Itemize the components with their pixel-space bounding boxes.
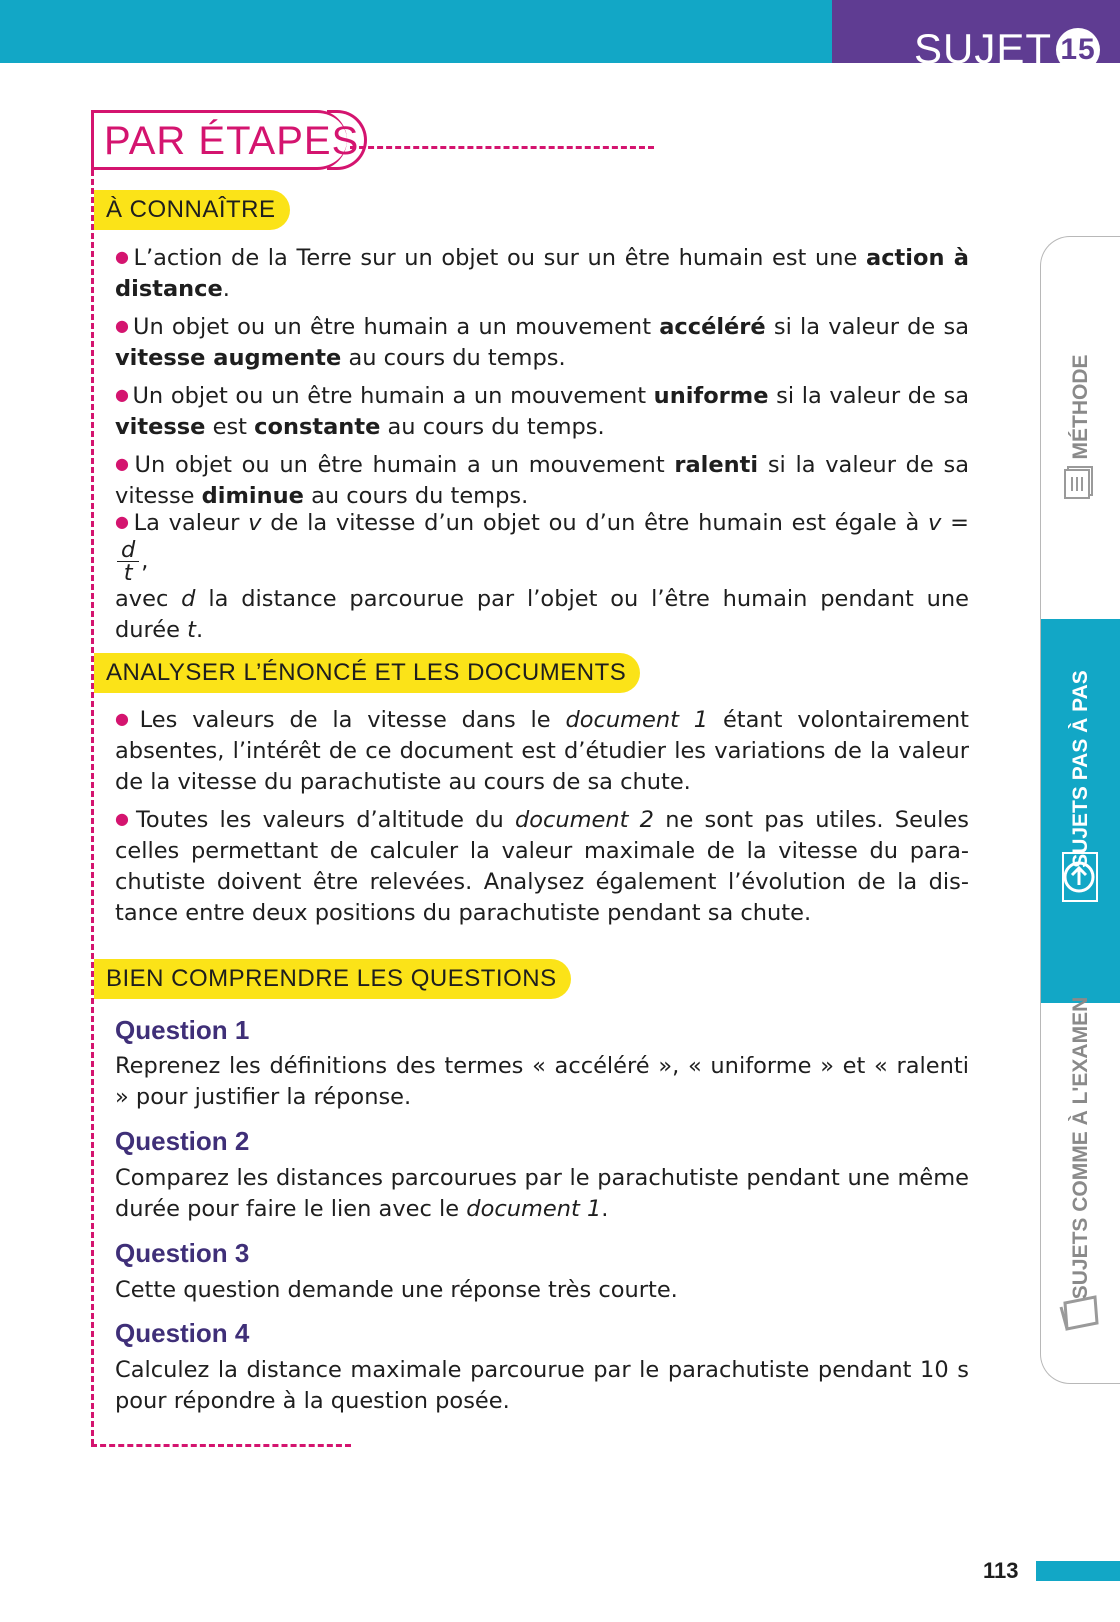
text: Comparez les distances parcourues par le parachutiste pendant une même durée pour faire le lien avec le	[115, 1165, 969, 1222]
text: ne sont pas utiles. Seules celles permettant de calculer la valeur maximale de la vitesse du parachutiste doivent être relevées. Analysez également l’évolution de la distance entre deux positions du parachutiste pendant sa chute.	[115, 807, 969, 926]
text: Reprenez les définitions des termes « accéléré », « uniforme » et « ralenti » pour justifier la réponse.	[115, 1053, 969, 1110]
text: au cours du temps.	[303, 483, 529, 509]
question-1-title: Question 1	[115, 1015, 250, 1045]
bullet-icon: ●	[115, 809, 134, 828]
text: .	[222, 276, 230, 302]
page-title: PAR ÉTAPES	[104, 119, 360, 163]
text: la distance parcourue par l’objet ou l’être humain pendant une durée	[115, 586, 969, 643]
sujet-label	[914, 24, 1100, 63]
text: avec	[115, 586, 182, 612]
var-t: t	[187, 617, 196, 643]
var-d: d	[181, 586, 196, 612]
question-2-text	[115, 1163, 969, 1225]
list-item	[115, 310, 969, 374]
bold-term: vitesse augmente	[115, 345, 342, 371]
text: Un objet ou un être humain a un mouvement	[132, 383, 654, 409]
bullet-icon: ●	[115, 385, 130, 404]
sujet-badge	[832, 0, 1120, 63]
list-item	[115, 379, 969, 443]
tab-methode[interactable]	[1041, 237, 1120, 619]
tab-sujets-pas-a-pas[interactable]	[1041, 619, 1120, 1003]
text: est	[205, 414, 255, 440]
text: étant volontairement absentes, l’intérêt de ce document est d’étudier les variations de la valeur de la vitesse du parachutiste au cours de sa chute.	[115, 707, 969, 795]
question-1-text	[115, 1051, 969, 1113]
text: Un objet ou un être humain a un mouvement	[134, 452, 675, 478]
question-4-text	[115, 1355, 969, 1417]
paper-icon	[1041, 1293, 1120, 1339]
text: .	[601, 1196, 609, 1222]
text: si la valeur de sa	[765, 314, 969, 340]
text: L’action de la Terre sur un objet ou sur un être humain est une	[133, 245, 867, 271]
text: ,	[141, 548, 149, 574]
sujet-text: SUJET	[914, 25, 1053, 63]
equals-sign: =	[941, 510, 969, 536]
document-ref: document 1	[466, 1196, 602, 1222]
text: Cette question demande une réponse très courte.	[115, 1277, 678, 1303]
text: au cours du temps.	[341, 345, 566, 371]
tab-pas-label: SUJETS PAS À PAS	[1069, 670, 1092, 868]
section-heading-analyser: ANALYSER L’ÉNONCÉ ET LES DOCUMENTS	[94, 653, 640, 693]
text: La valeur	[133, 510, 249, 536]
text: si la valeur de sa vitesse	[115, 452, 969, 509]
bold-term: action à distance	[115, 245, 969, 302]
list-item	[115, 803, 969, 929]
list-item	[115, 241, 969, 305]
fraction-d-over-t	[117, 539, 139, 584]
tab-examen-label: SUJETS COMME À L'EXAMEN	[1069, 996, 1092, 1300]
side-tabs	[1040, 236, 1120, 1384]
fraction-numerator: d	[117, 539, 139, 562]
page-number-bar	[1036, 1561, 1120, 1581]
bold-term: vitesse	[115, 414, 206, 440]
bold-term: ralenti	[674, 452, 759, 478]
title-dashed-line	[350, 146, 654, 149]
section-heading-questions: BIEN COMPRENDRE LES QUESTIONS	[94, 959, 571, 999]
text: au cours du temps.	[380, 414, 605, 440]
list-item-formula	[115, 506, 969, 646]
var-v: v	[248, 510, 262, 536]
text: Les valeurs de la vitesse dans le	[139, 707, 566, 733]
bullet-icon: ●	[115, 709, 137, 728]
bold-term: constante	[254, 414, 381, 440]
frame-dashed-left	[91, 170, 94, 1445]
document-ref: document 1	[565, 707, 709, 733]
sujet-number: 15	[1056, 28, 1100, 63]
question-3-text	[115, 1275, 969, 1306]
bold-term: accéléré	[659, 314, 766, 340]
document-ref: document 2	[514, 807, 654, 833]
page-number: 113	[983, 1558, 1019, 1583]
bullet-icon: ●	[115, 316, 130, 335]
bullet-icon: ●	[115, 512, 131, 531]
bullet-icon: ●	[115, 247, 131, 266]
text: Toutes les valeurs d’altitude du	[136, 807, 515, 833]
tab-sujets-examen[interactable]	[1041, 996, 1120, 1384]
question-4-title: Question 4	[115, 1318, 250, 1348]
checklist-icon	[1041, 463, 1120, 503]
text: .	[195, 617, 204, 643]
frame-dashed-bottom	[91, 1444, 351, 1447]
text: si la valeur de sa	[768, 383, 969, 409]
question-2-title: Question 2	[115, 1126, 250, 1156]
text: de la vitesse d’un objet ou d’un être humain est égale à	[261, 510, 929, 536]
bold-term: diminue	[201, 483, 304, 509]
fraction-denominator: t	[123, 560, 133, 586]
tab-methode-label: MÉTHODE	[1069, 354, 1092, 460]
title-box	[91, 110, 360, 170]
text: Un objet ou un être humain a un mouvement	[133, 314, 660, 340]
arrow-circle-icon	[1041, 851, 1120, 907]
list-item	[115, 448, 969, 512]
list-item	[115, 703, 969, 798]
question-3-title: Question 3	[115, 1238, 250, 1268]
bullet-icon: ●	[115, 454, 132, 473]
section-heading-connaitre: À CONNAÎTRE	[94, 190, 290, 230]
var-v: v	[928, 510, 942, 536]
bold-term: uniforme	[653, 383, 769, 409]
text: Calculez la distance maximale parcourue par le parachutiste pendant 10 s pour répondre à la question posée.	[115, 1357, 969, 1414]
